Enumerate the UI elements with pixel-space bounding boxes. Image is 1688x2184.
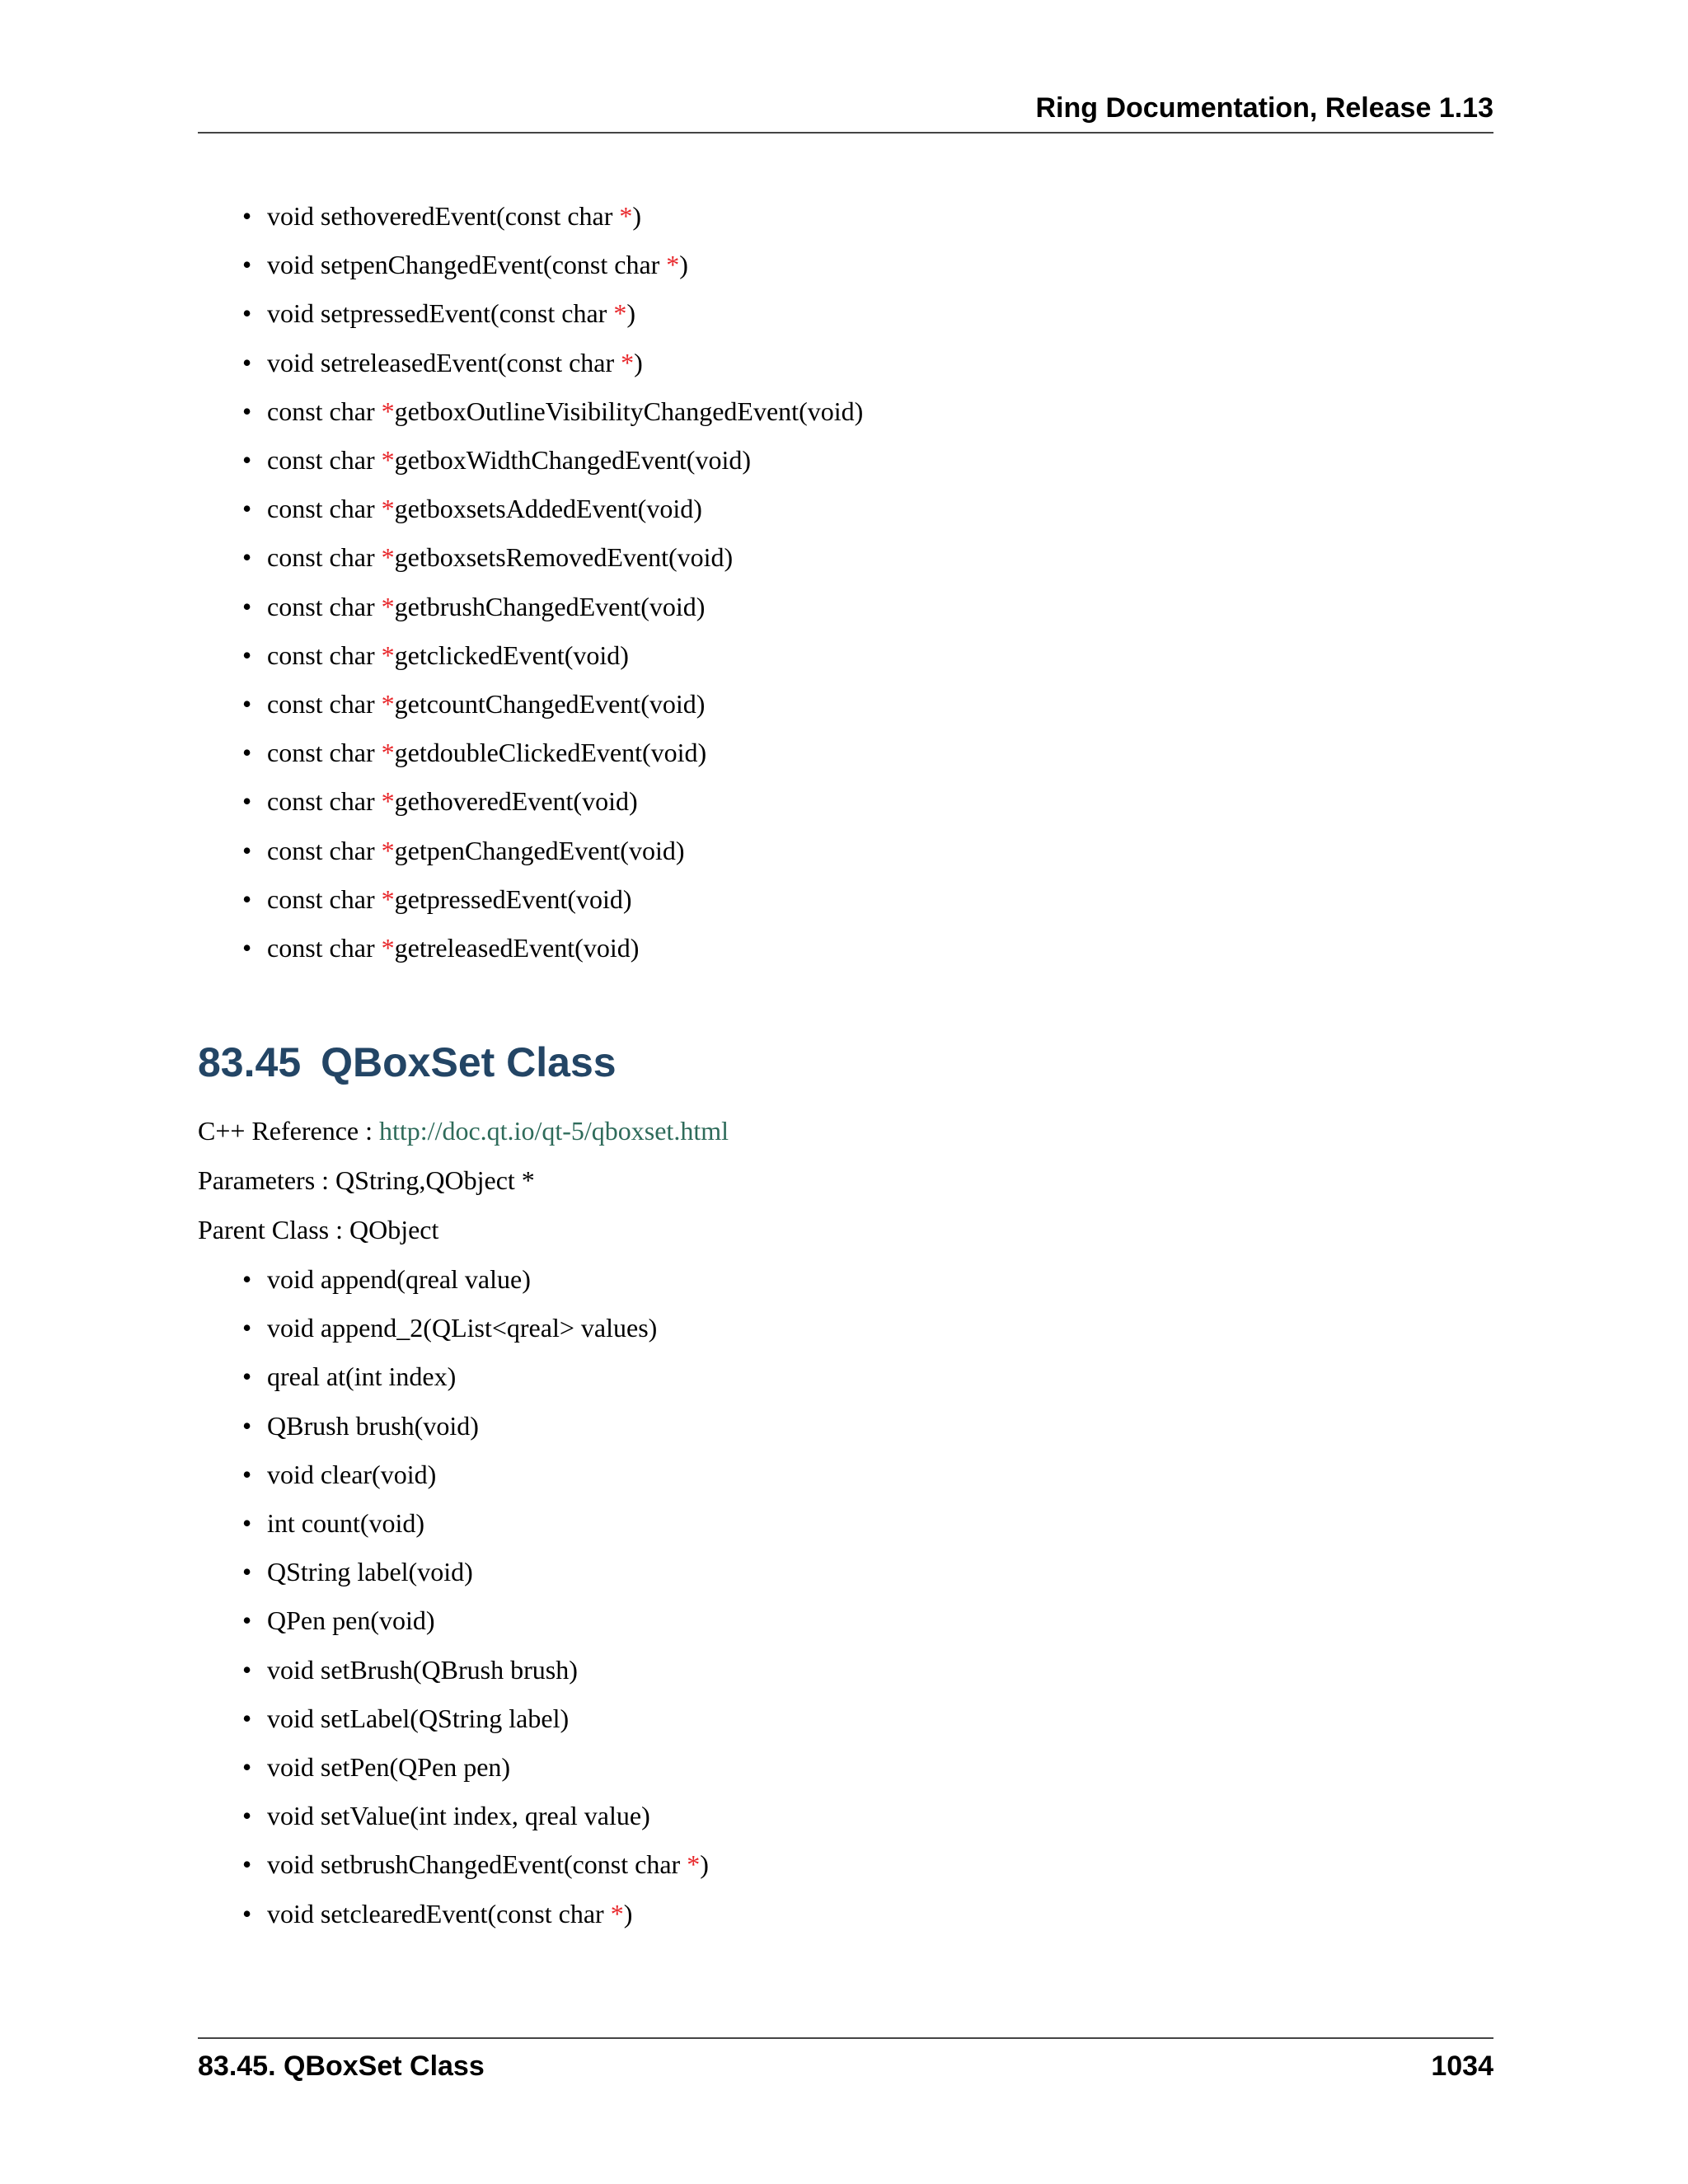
list-item-text <box>267 1653 578 1686</box>
cpp-reference-link[interactable]: http://doc.qt.io/qt-5/qboxset.html <box>379 1116 729 1146</box>
bullet-marker: • <box>242 1361 252 1392</box>
signature-suffix: ) <box>623 1898 633 1929</box>
pointer-star: * <box>381 396 395 426</box>
list-item-text <box>267 736 706 769</box>
bullet-marker: • <box>242 738 252 768</box>
signature-prefix: const char <box>267 786 382 817</box>
signature-prefix: void setPen(QPen pen) <box>267 1752 511 1782</box>
bullet-marker: • <box>242 591 252 621</box>
signature-suffix: getboxOutlineVisibilityChangedEvent(void) <box>394 396 864 426</box>
bullet-marker: • <box>242 347 252 377</box>
signature-prefix: void clear(void) <box>267 1459 437 1489</box>
signature-prefix: const char <box>267 835 382 865</box>
list-item-text <box>267 248 688 281</box>
pointer-star: * <box>381 494 395 524</box>
bullet-marker: • <box>242 250 252 280</box>
list-item-text <box>267 639 629 672</box>
list-item-text <box>267 1555 473 1588</box>
bullet-marker: • <box>242 201 252 231</box>
cpp-reference-label: C++ Reference : <box>198 1116 379 1146</box>
bullet-marker: • <box>242 298 252 329</box>
pointer-star: * <box>381 591 395 621</box>
header-title: Ring Documentation, Release 1.13 <box>1035 92 1493 124</box>
cpp-reference-line <box>198 1114 729 1147</box>
bullet-marker: • <box>242 1410 252 1441</box>
signature-prefix: QPen pen(void) <box>267 1605 435 1636</box>
pointer-star: * <box>381 883 395 914</box>
signature-suffix: gethoveredEvent(void) <box>394 786 638 817</box>
pointer-star: * <box>381 445 395 475</box>
list-item-text <box>267 1263 531 1296</box>
page-header <box>198 92 1493 134</box>
signature-prefix: void setValue(int index, qreal value) <box>267 1801 650 1831</box>
bullet-marker: • <box>242 445 252 475</box>
list-item-text <box>267 1702 569 1735</box>
page-footer <box>198 2037 1493 2088</box>
list-item-text <box>267 590 705 623</box>
bullet-marker: • <box>242 1801 252 1831</box>
list-item-text <box>267 199 641 232</box>
signature-prefix: void append(qreal value) <box>267 1264 531 1294</box>
signature-prefix: void setreleasedEvent(const char <box>267 347 621 377</box>
list-item-text <box>267 1409 479 1442</box>
signature-prefix: int count(void) <box>267 1508 425 1538</box>
signature-prefix: const char <box>267 591 382 621</box>
bullet-marker: • <box>242 1605 252 1636</box>
bullet-marker: • <box>242 835 252 865</box>
pointer-star: * <box>621 347 635 377</box>
bullet-marker: • <box>242 1849 252 1880</box>
pointer-star: * <box>666 250 680 280</box>
list-item-text <box>267 931 639 964</box>
signature-prefix: QBrush brush(void) <box>267 1410 479 1441</box>
signature-suffix: ) <box>634 347 643 377</box>
list-item-text <box>267 1604 435 1637</box>
parameters-line: Parameters : QString,QObject * <box>198 1165 535 1195</box>
signature-prefix: const char <box>267 738 382 768</box>
list-item-text <box>267 443 751 476</box>
signature-prefix: const char <box>267 640 382 670</box>
signature-prefix: const char <box>267 883 382 914</box>
bullet-marker: • <box>242 1508 252 1538</box>
bullet-marker: • <box>242 1654 252 1685</box>
bullet-marker: • <box>242 883 252 914</box>
bullet-marker: • <box>242 1313 252 1343</box>
signature-suffix: getpressedEvent(void) <box>394 883 632 914</box>
list-item-text <box>267 687 705 720</box>
signature-suffix: getboxsetsAddedEvent(void) <box>394 494 702 524</box>
bullet-marker: • <box>242 542 252 573</box>
bullet-marker: • <box>242 1557 252 1587</box>
bullet-marker: • <box>242 786 252 817</box>
bullet-marker: • <box>242 1703 252 1733</box>
list-item-text <box>267 1311 657 1344</box>
signature-suffix: ) <box>626 298 635 329</box>
bullet-marker: • <box>242 1459 252 1489</box>
pointer-star: * <box>381 786 395 817</box>
signature-prefix: QString label(void) <box>267 1557 473 1587</box>
bullet-marker: • <box>242 1898 252 1929</box>
signature-suffix: getboxsetsRemovedEvent(void) <box>394 542 734 573</box>
page-number: 1034 <box>1431 2050 1493 2082</box>
pointer-star: * <box>613 298 627 329</box>
pointer-star: * <box>619 201 633 231</box>
pointer-star: * <box>381 933 395 963</box>
list-item-text <box>267 492 702 525</box>
signature-prefix: const char <box>267 494 382 524</box>
list-item-text <box>267 834 685 867</box>
section-title-text: QBoxSet Class <box>321 1039 617 1085</box>
footer-section: 83.45. QBoxSet Class <box>198 2050 485 2082</box>
list-item-text <box>267 395 863 428</box>
signature-suffix: getreleasedEvent(void) <box>394 933 640 963</box>
signature-suffix: getboxWidthChangedEvent(void) <box>394 445 751 475</box>
list-item-text <box>267 1897 632 1930</box>
signature-prefix: const char <box>267 933 382 963</box>
pointer-star: * <box>687 1849 701 1880</box>
bullet-marker: • <box>242 689 252 719</box>
list-item-text <box>267 1507 424 1540</box>
signature-prefix: void setLabel(QString label) <box>267 1703 570 1733</box>
list-item-text <box>267 1848 709 1881</box>
signature-prefix: const char <box>267 445 382 475</box>
list-item-text <box>267 785 638 818</box>
list-item-text <box>267 346 643 379</box>
signature-prefix: void append_2(QList<qreal> values) <box>267 1313 658 1343</box>
signature-prefix: void sethoveredEvent(const char <box>267 201 620 231</box>
bullet-marker: • <box>242 396 252 426</box>
signature-prefix: void setclearedEvent(const char <box>267 1898 611 1929</box>
pointer-star: * <box>381 835 395 865</box>
list-item-text <box>267 541 733 574</box>
section-heading <box>198 1038 617 1086</box>
signature-prefix: void setpenChangedEvent(const char <box>267 250 667 280</box>
bullet-marker: • <box>242 933 252 963</box>
list-item-text <box>267 297 635 330</box>
signature-suffix: getcountChangedEvent(void) <box>394 689 706 719</box>
bullet-marker: • <box>242 640 252 670</box>
signature-suffix: ) <box>679 250 688 280</box>
signature-prefix: qreal at(int index) <box>267 1361 457 1392</box>
signature-prefix: void setBrush(QBrush brush) <box>267 1654 578 1685</box>
signature-prefix: void setpressedEvent(const char <box>267 298 614 329</box>
bullet-marker: • <box>242 494 252 524</box>
list-item-text <box>267 1458 436 1491</box>
signature-prefix: void setbrushChangedEvent(const char <box>267 1849 687 1880</box>
signature-suffix: ) <box>700 1849 709 1880</box>
pointer-star: * <box>381 738 395 768</box>
list-item-text <box>267 1799 650 1832</box>
pointer-star: * <box>381 640 395 670</box>
list-item-text <box>267 1360 456 1393</box>
signature-suffix: ) <box>632 201 642 231</box>
section-number: 83.45 <box>198 1039 302 1085</box>
pointer-star: * <box>381 689 395 719</box>
signature-suffix: getclickedEvent(void) <box>394 640 629 670</box>
list-item-text <box>267 1750 510 1783</box>
signature-suffix: getdoubleClickedEvent(void) <box>394 738 707 768</box>
parent-class-line: Parent Class : QObject <box>198 1215 439 1244</box>
bullet-marker: • <box>242 1264 252 1294</box>
signature-suffix: getbrushChangedEvent(void) <box>394 591 706 621</box>
pointer-star: * <box>381 542 395 573</box>
signature-prefix: const char <box>267 542 382 573</box>
pointer-star: * <box>610 1898 624 1929</box>
list-item-text <box>267 883 632 916</box>
signature-prefix: const char <box>267 689 382 719</box>
signature-prefix: const char <box>267 396 382 426</box>
signature-suffix: getpenChangedEvent(void) <box>394 835 685 865</box>
bullet-marker: • <box>242 1752 252 1782</box>
